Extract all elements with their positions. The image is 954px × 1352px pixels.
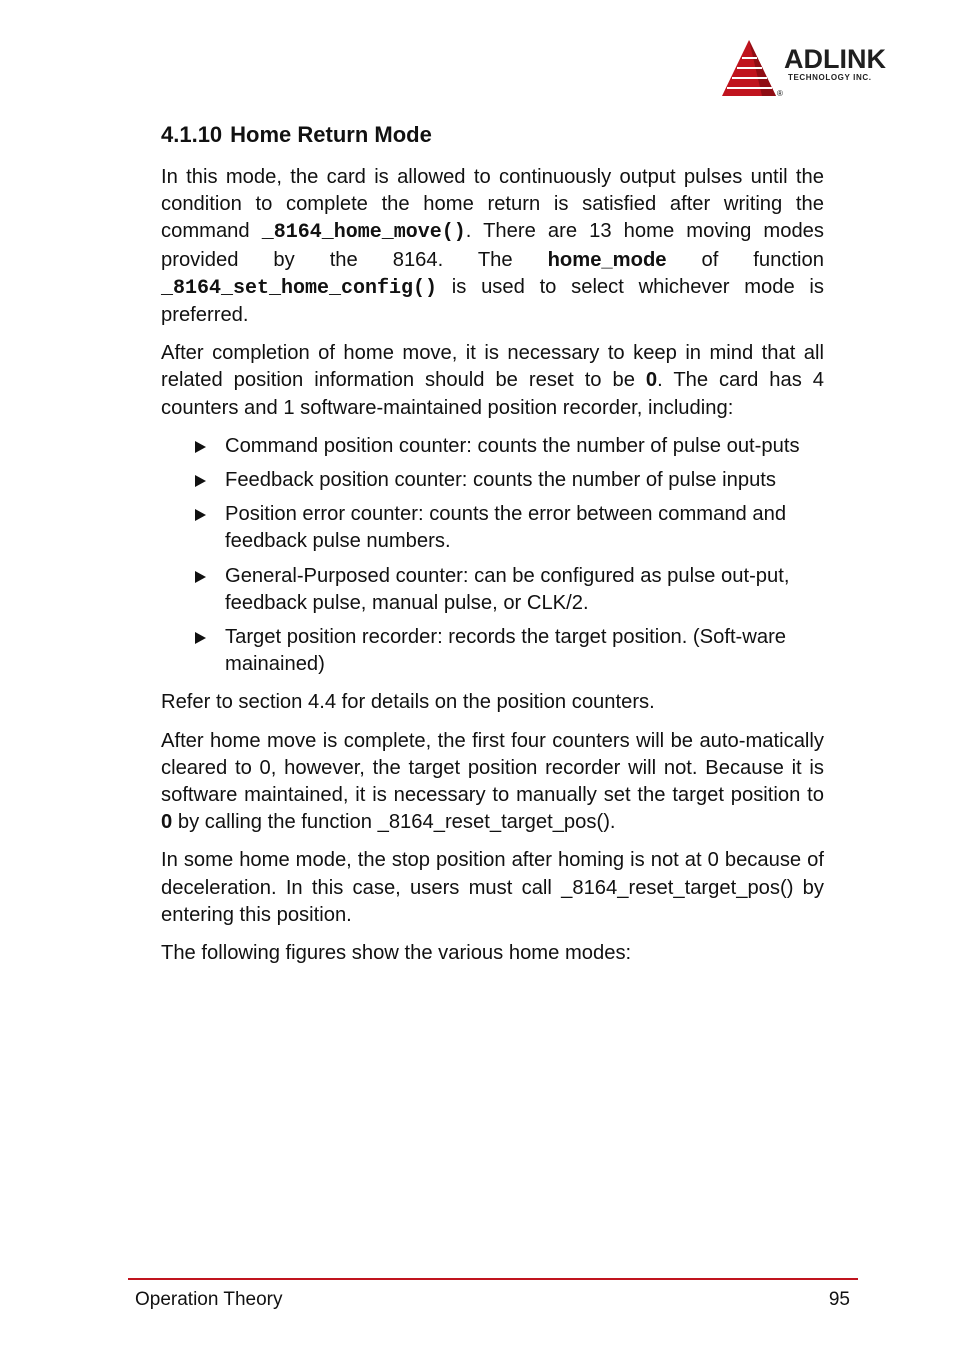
bullet-triangle-icon [195,475,206,487]
registered-mark: ® [777,89,783,98]
adlink-logo [722,38,912,100]
bold-zero-2: 0 [161,811,173,834]
logo-tagline: TECHNOLOGY INC. [788,73,872,82]
counter-list [161,433,824,679]
paragraph-deceleration: In some home mode, the stop position after homing is not at 0 because of deceleration. In this case, users must call _8164_reset_target_pos() by entering this position. [161,849,824,926]
paragraph-figures-intro: The following figures show the various home modes: [161,942,632,965]
page-content [161,120,824,978]
bullet-triangle-icon [195,632,206,644]
bullet-triangle-icon [195,441,206,453]
section-number: 4.1.10 [161,122,223,147]
footer-section: Operation Theory [135,1289,283,1310]
list-item: Feedback position counter: counts the number of pulse inputs [161,467,824,494]
page-number: 95 [828,1289,850,1310]
bold-home-mode: home_mode [547,248,667,271]
section-title: Home Return Mode [230,122,432,147]
bullet-triangle-icon [195,509,206,521]
list-item: Command position counter: counts the number of pulse out-puts [161,433,824,460]
adlink-triangle-icon [722,38,782,100]
bullet-triangle-icon [195,571,206,583]
bold-zero: 0 [645,369,658,392]
section-heading [161,120,824,150]
list-item: Position error counter: counts the error between command and feedback pulse numbers. [161,501,824,555]
footer-rule [128,1278,858,1280]
paragraph-after-home: After home move is complete, the first four counters will be auto-matically cleared to 0, however, the target position recorder will not. Because it is software maintained, it is necessary to manually set the target position to 0 by calling the function _8164_reset_target_pos(). [161,729,824,834]
paragraph-intro: In this mode, the card is allowed to continuously output pulses until the condition to complete the home return is satisfied after writing the command _8164_home_move(). There are 13 home moving modes provided by the 8164. The home_mode of function _8164_set_home_config() is used to select whichever mode is preferred. [161,166,824,327]
code-home-move: _8164_home_move() [261,221,466,245]
paragraph-completion: After completion of home move, it is necessary to keep in mind that all related position information should be reset to be 0. The card has 4 counters and 1 software-maintained position recorder, including: [161,342,825,419]
list-item: Target position recorder: records the target position. (Soft-ware mainained) [161,624,824,678]
list-item: General-Purposed counter: can be configured as pulse out-put, feedback pulse, manual pulse, or CLK/2. [161,563,824,617]
paragraph-refer: Refer to section 4.4 for details on the position counters. [161,691,655,714]
logo-wordmark: ADLINK [784,44,886,74]
code-set-home-config: _8164_set_home_config() [161,276,438,300]
